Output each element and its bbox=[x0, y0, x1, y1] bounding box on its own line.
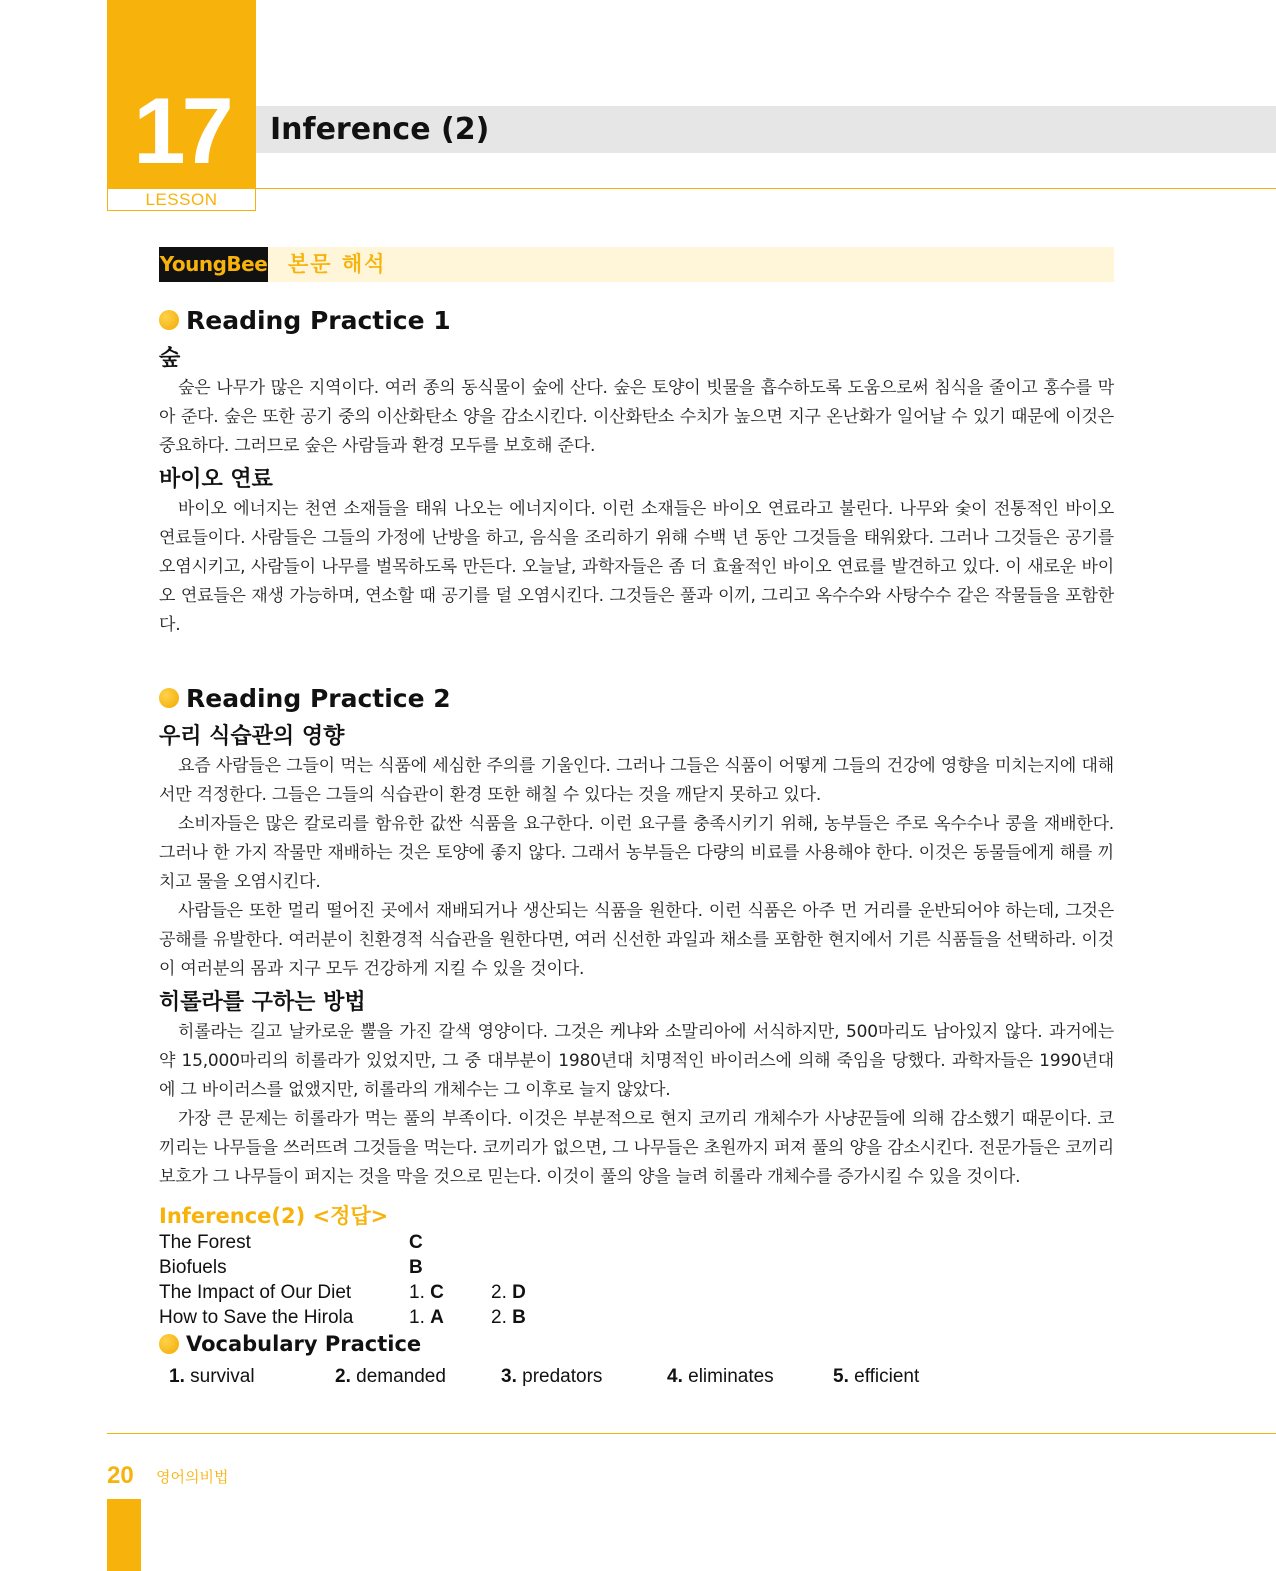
answer-row bbox=[159, 1230, 1114, 1255]
section-heading: 숲 bbox=[159, 346, 181, 371]
vocab-item: 1. survival bbox=[169, 1366, 255, 1387]
lesson-number-box bbox=[107, 0, 256, 188]
section-heading: 우리 식습관의 영향 bbox=[159, 724, 345, 749]
bullet-dot-icon bbox=[159, 1334, 179, 1354]
page-number: 20 bbox=[107, 1462, 134, 1489]
paragraph: 사람들은 또한 멀리 떨어진 곳에서 재배되거나 생산되는 식품을 원한다. 이런 식품은 아주 먼 거리를 운반되어야 하는데, 그것은 공해를 유발한다. 여러분이 친환경적 식습관을 원한다면, 여러 신선한 과일과 채소를 포함한 현지에서 기른 식품들을 선택하라. 이것이 여러분의 몸과 지구 모두 건강하게 지킬 수 있을 것이다. bbox=[159, 901, 1114, 979]
answer-b bbox=[491, 1255, 571, 1280]
answer-passage-name: How to Save the Hirola bbox=[159, 1307, 354, 1328]
lesson-number: 17 bbox=[133, 78, 230, 183]
title-band bbox=[256, 106, 1276, 153]
vocab-title: Vocabulary Practice bbox=[186, 1332, 422, 1356]
answer-b: 2. B bbox=[491, 1307, 526, 1328]
lesson-label-box bbox=[107, 188, 256, 211]
paragraph: 요즘 사람들은 그들이 먹는 식품에 세심한 주의를 기울인다. 그러나 그들은 식품이 어떻게 그들의 건강에 영향을 미치는지에 대해서만 걱정한다. 그들은 그들의 식습관이 환경 또한 해칠 수 있다는 것을 깨닫지 못하고 있다. bbox=[159, 756, 1114, 805]
brand-tag: YoungBee bbox=[159, 247, 268, 282]
paragraph: 바이오 에너지는 천연 소재들을 태워 나오는 에너지이다. 이런 소재들은 바이오 연료라고 불린다. 나무와 숯이 전통적인 바이오 연료들이다. 사람들은 그들의 가정에 난방을 하고, 음식을 조리하기 위해 수백 년 동안 그것들을 태워왔다. 그러나 그것들은 공기를 오염시키고, 사람들이 나무를 벌목하도록 만든다. 오늘날, 과학자들은 좀 더 효율적인 바이오 연료를 발견하고 있다. 이 새로운 바이오 연료들은 재생 가능하며, 연소할 때 공기를 덜 오염시킨다. 그것들은 풀과 이끼, 그리고 옥수수와 사탕수수 같은 작물들을 포함한다. bbox=[159, 499, 1114, 635]
bullet-dot-icon bbox=[159, 688, 179, 708]
answer-b bbox=[491, 1230, 571, 1255]
paragraph: 숲은 나무가 많은 지역이다. 여러 종의 동식물이 숲에 산다. 숲은 토양이 빗물을 흡수하도록 도움으로써 침식을 줄이고 홍수를 막아 준다. 숲은 또한 공기 중의 이산화탄소 양을 감소시킨다. 이산화탄소 수치가 높으면 지구 온난화가 일어날 수 있기 때문에 이것은 중요하다. 그러므로 숲은 사람들과 환경 모두를 보호해 준다. bbox=[159, 378, 1114, 456]
answer-passage-name: The Forest bbox=[159, 1232, 251, 1253]
vocab-item: 2. demanded bbox=[335, 1366, 446, 1387]
practice2-heading bbox=[159, 678, 1114, 718]
answers-title: Inference(2) <정답> bbox=[159, 1204, 389, 1228]
main-content bbox=[159, 300, 1114, 1390]
answer-row bbox=[159, 1280, 1114, 1305]
answer-b: 2. D bbox=[491, 1282, 526, 1303]
answer-a: C bbox=[409, 1232, 423, 1253]
vocab-item: 5. efficient bbox=[833, 1366, 920, 1387]
vocab-item: 3. predators bbox=[501, 1366, 603, 1387]
answer-passage-name: The Impact of Our Diet bbox=[159, 1282, 352, 1303]
section-heading: 히롤라를 구하는 방법 bbox=[159, 990, 366, 1015]
answer-a: 1. A bbox=[409, 1307, 444, 1328]
vocab-heading bbox=[159, 1330, 1114, 1358]
vocab-item: 4. eliminates bbox=[667, 1366, 774, 1387]
practice2-title: Reading Practice 2 bbox=[186, 683, 451, 713]
bullet-dot-icon bbox=[159, 310, 179, 330]
paragraph: 히롤라는 길고 날카로운 뿔을 가진 갈색 영양이다. 그것은 케냐와 소말리아에 서식하지만, 500마리도 남아있지 않다. 과거에는 약 15,000마리의 히롤라가 있었지만, 그 중 대부분이 1980년대 치명적인 바이러스에 의해 죽임을 당했다. 과학자들은 1990년대에 그 바이러스를 없앴지만, 히롤라의 개체수는 그 이후로 늘지 않았다. bbox=[159, 1022, 1114, 1100]
practice1-heading bbox=[159, 300, 1114, 340]
answer-a: 1. C bbox=[409, 1282, 444, 1303]
vocab-list bbox=[169, 1364, 1114, 1390]
paragraph: 가장 큰 문제는 히롤라가 먹는 풀의 부족이다. 이것은 부분적으로 현지 코끼리 개체수가 사냥꾼들에 의해 감소했기 때문이다. 코끼리는 나무들을 쓰러뜨려 그것들을 먹는다. 코끼리가 없으면, 그 나무들은 초원까지 퍼져 풀의 양을 감소시킨다. 전문가들은 코끼리 보호가 그 나무들이 퍼지는 것을 막을 것으로 믿는다. 이것이 풀의 양을 늘려 히롤라 개체수를 증가시킬 수 있을 것이다. bbox=[159, 1109, 1114, 1187]
section-heading: 바이오 연료 bbox=[159, 467, 273, 492]
answer-passage-name: Biofuels bbox=[159, 1257, 227, 1278]
section-banner bbox=[159, 247, 1114, 282]
footer-divider bbox=[107, 1433, 1276, 1434]
paragraph: 소비자들은 많은 칼로리를 함유한 값싼 식품을 요구한다. 이런 요구를 충족시키기 위해, 농부들은 주로 옥수수나 콩을 재배한다. 그러나 한 가지 작물만 재배하는 것은 토양에 좋지 않다. 그래서 농부들은 다량의 비료를 사용해야 한다. 이것은 동물들에게 해를 끼치고 물을 오염시킨다. bbox=[159, 814, 1114, 892]
answer-a: B bbox=[409, 1257, 423, 1278]
answer-row bbox=[159, 1255, 1114, 1280]
page-title: Inference (2) bbox=[270, 112, 490, 147]
answer-row bbox=[159, 1305, 1114, 1330]
lesson-label: LESSON bbox=[145, 190, 218, 209]
practice1-title: Reading Practice 1 bbox=[186, 305, 451, 335]
banner-title: 본문 해석 bbox=[288, 252, 387, 276]
footer-accent-bar bbox=[107, 1499, 141, 1571]
title-divider bbox=[256, 188, 1276, 189]
book-name: 영어의비법 bbox=[156, 1468, 229, 1486]
